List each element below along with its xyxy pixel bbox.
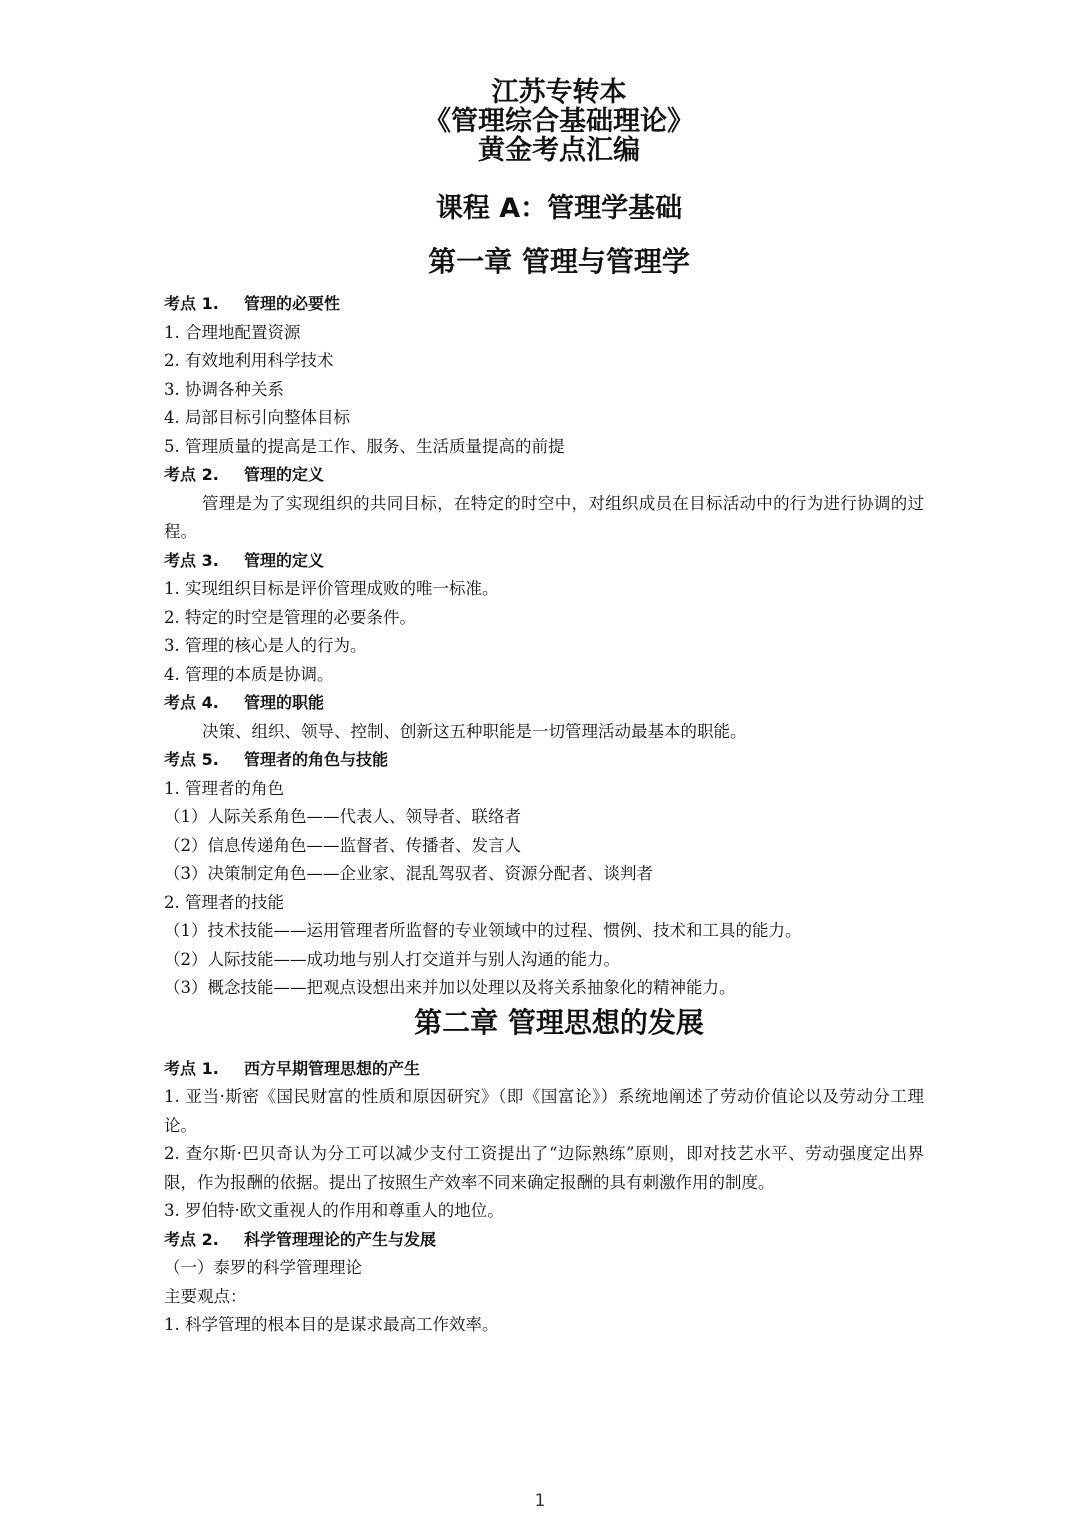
- ch1-kp5-title: 管理者的角色与技能: [244, 750, 389, 769]
- list-item: 3. 协调各种关系: [164, 379, 284, 399]
- ch1-kp1-number: 考点 1.: [164, 294, 219, 313]
- ch1-kp2-number: 考点 2.: [164, 465, 219, 484]
- list-item: （1）人际关系角色——代表人、领导者、联络者: [164, 807, 521, 826]
- list-item: 3. 管理的核心是人的行为。: [164, 636, 367, 655]
- ch2-kp1-para-2: 2. 查尔斯·巴贝奇认为分工可以减少支付工资提出了“边际熟练”原则，即对技艺水平、劳动强度定出界限，作为报酬的依据。提出了按照生产效率不同来确定报酬的具有刺激作用的制度。: [164, 1144, 924, 1192]
- list-item: 1. 实现组织目标是评价管理成败的唯一标准。: [164, 579, 499, 598]
- ch1-kp2-title: 管理的定义: [244, 465, 325, 484]
- list-item: 4. 管理的本质是协调。: [164, 664, 334, 684]
- ch2-kp1-number: 考点 1.: [164, 1058, 219, 1078]
- ch2-kp2-title: 科学管理理论的产生与发展: [244, 1229, 437, 1249]
- list-item: 1. 合理地配置资源: [164, 322, 301, 342]
- ch1-kp4-text: 决策、组织、领导、控制、创新这五种职能是一切管理活动最基本的职能。: [201, 721, 747, 741]
- title-line-2: 《管理综合基础理论》: [424, 106, 694, 137]
- ch1-kp1-title: 管理的必要性: [244, 294, 341, 313]
- list-item: 4. 局部目标引向整体目标: [164, 408, 350, 427]
- ch1-kp2-heading: [164, 461, 924, 490]
- title-line-3: 黄金考点汇编: [478, 135, 640, 166]
- ch1-kp3-number: 考点 3.: [164, 550, 219, 570]
- list-item: 1. 管理者的角色: [164, 778, 284, 798]
- ch1-kp2-text: 管理是为了实现组织的共同目标，在特定的时空中，对组织成员在目标活动中的行为进行协调的过程。: [164, 493, 924, 541]
- list-item: （2）人际技能——成功地与别人打交道并与别人沟通的能力。: [164, 949, 620, 969]
- ch1-kp5-number: 考点 5.: [164, 750, 219, 769]
- ch2-kp2-number: 考点 2.: [164, 1229, 219, 1249]
- ch1-kp4-number: 考点 4.: [164, 693, 219, 712]
- page-number: 1: [534, 1491, 546, 1511]
- list-item: （1）技术技能——运用管理者所监督的专业领域中的过程、惯例、技术和工具的能力。: [164, 921, 802, 940]
- list-item: 主要观点：: [164, 1286, 247, 1306]
- ch1-kp3-title: 管理的定义: [244, 550, 325, 570]
- list-item: 2. 管理者的技能: [164, 892, 284, 912]
- ch1-kp1-heading: [164, 290, 924, 319]
- ch2-kp1-para-3: 3. 罗伯特·欧文重视人的作用和尊重人的地位。: [164, 1201, 504, 1220]
- ch1-kp5-heading: [164, 746, 924, 775]
- ch2-kp1-heading: [164, 1055, 924, 1084]
- list-item: 2. 特定的时空是管理的必要条件。: [164, 607, 416, 627]
- list-item: （一）泰罗的科学管理理论: [164, 1258, 362, 1277]
- list-item: （3）概念技能——把观点设想出来并加以处理以及将关系抽象化的精神能力。: [164, 978, 736, 997]
- page-content: [164, 78, 924, 1340]
- list-item: 2. 有效地利用科学技术: [164, 351, 334, 370]
- ch1-kp3-heading: [164, 547, 924, 576]
- document-title: [164, 78, 924, 165]
- list-item: 5. 管理质量的提高是工作、服务、生活质量提高的前提: [164, 436, 565, 456]
- list-item: （3）决策制定角色——企业家、混乱驾驭者、资源分配者、谈判者: [164, 864, 653, 883]
- ch2-kp1-title: 西方早期管理思想的产生: [244, 1058, 421, 1078]
- ch2-kp2-heading: [164, 1226, 924, 1255]
- ch1-kp4-heading: [164, 689, 924, 718]
- course-title: 课程 A：管理学基础: [435, 193, 683, 224]
- title-line-1: 江苏专转本: [491, 77, 627, 108]
- list-item: （2）信息传递角色——监督者、传播者、发言人: [164, 835, 521, 855]
- ch2-kp1-para-1: 1. 亚当·斯密《国民财富的性质和原因研究》（即《国富论》）系统地阐述了劳动价值论以及劳动分工理论。: [164, 1087, 924, 1135]
- ch1-kp4-title: 管理的职能: [244, 693, 325, 712]
- list-item: 1. 科学管理的根本目的是谋求最高工作效率。: [164, 1315, 499, 1334]
- chapter-1-title: 第一章 管理与管理学: [428, 245, 690, 278]
- chapter-2-title: 第二章 管理思想的发展: [414, 1005, 704, 1039]
